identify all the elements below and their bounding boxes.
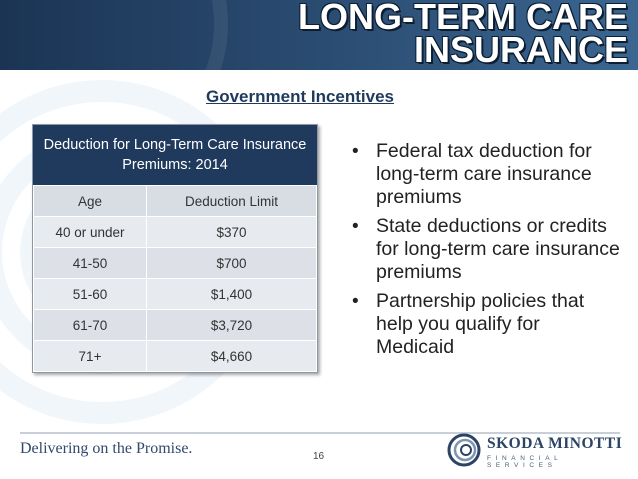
age-cell: 71+ (34, 341, 147, 372)
bullet-item (350, 290, 620, 359)
bullet-dot-icon: • (352, 216, 359, 237)
bullet-text: Federal tax deduction for long-term care insurance premiums (376, 140, 592, 208)
table-row (34, 279, 317, 310)
age-cell: 51-60 (34, 279, 147, 310)
page-number: 16 (313, 451, 325, 462)
table-row (34, 217, 317, 248)
bullet-dot-icon: • (352, 291, 359, 312)
bullet-text: State deductions or credits for long-term care insurance premiums (376, 215, 620, 283)
slide-title: LONG-TERM CARE INSURANCE (298, 0, 628, 70)
bullet-dot-icon: • (352, 141, 359, 162)
column-header-deduction-limit: Deduction Limit (147, 186, 317, 217)
slide-subtitle: Government Incentives (206, 87, 395, 106)
logo-subtitle: FINANCIAL SERVICES (487, 455, 563, 469)
bullet-text: Partnership policies that help you qualify for Medicaid (376, 290, 585, 358)
bullet-list (350, 140, 620, 365)
table-row (34, 248, 317, 279)
table-row (34, 310, 317, 341)
deduction-cell: $3,720 (147, 310, 317, 341)
bullet-item (350, 140, 620, 209)
footer-tagline: Delivering on the Promise. (20, 440, 193, 457)
deduction-cell: $370 (147, 217, 317, 248)
age-cell: 41-50 (34, 248, 147, 279)
table-header-row (34, 186, 317, 217)
company-logo (447, 433, 627, 469)
swirl-logo-icon (447, 433, 481, 467)
deduction-table (32, 124, 318, 373)
logo-name: SKODA MINOTTI (487, 435, 623, 452)
age-cell: 40 or under (34, 217, 147, 248)
deduction-cell: $4,660 (147, 341, 317, 372)
age-cell: 61-70 (34, 310, 147, 341)
column-header-age: Age (34, 186, 147, 217)
table-row (34, 341, 317, 372)
bullet-item (350, 215, 620, 284)
deduction-cell: $700 (147, 248, 317, 279)
table-caption: Deduction for Long-Term Care Insurance Premiums: 2014 (33, 125, 317, 185)
deduction-cell: $1,400 (147, 279, 317, 310)
